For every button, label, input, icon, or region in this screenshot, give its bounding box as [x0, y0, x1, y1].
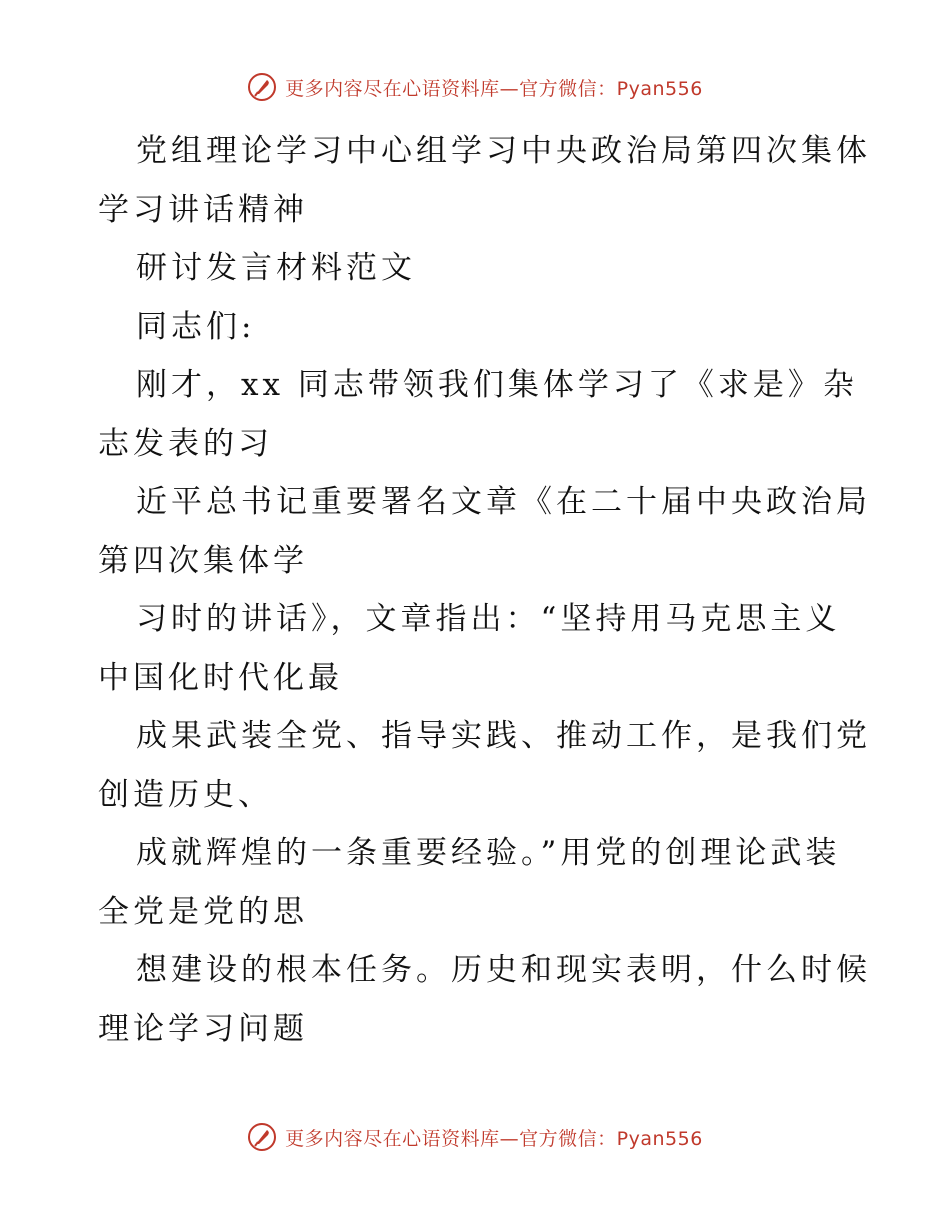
- footer-banner-text: 更多内容尽在心语资料库—官方微信：Pyan556: [285, 1127, 703, 1150]
- paragraph-line: 刚才，xx 同志带领我们集体学习了《求是》杂: [136, 367, 858, 403]
- title-line-2: 学习讲话精神: [98, 191, 308, 228]
- paragraph-line: 想建设的根本任务。历史和现实表明，什么时候: [136, 952, 871, 988]
- paragraph-line: 中国化时代化最: [98, 659, 343, 696]
- paragraph-line: 全党是党的思: [98, 893, 308, 930]
- paragraph-line: 成果武装全党、指导实践、推动工作，是我们党: [136, 718, 871, 754]
- paragraph-line: 理论学习问题: [98, 1010, 308, 1047]
- paragraph-line: 志发表的习: [98, 425, 273, 462]
- paragraph-line: 第四次集体学: [98, 542, 308, 579]
- paragraph-line: 近平总书记重要署名文章《在二十届中央政治局: [136, 484, 871, 520]
- paragraph-line: 成就辉煌的一条重要经验。”用党的创理论武装: [136, 835, 841, 871]
- title-line-1: 党组理论学习中心组学习中央政治局第四次集体: [136, 133, 871, 169]
- document-body: [98, 122, 871, 1058]
- paragraph-line: 习时的讲话》，文章指出：“坚持用马克思主义: [136, 601, 841, 637]
- paragraph-line: 创造历史、: [98, 776, 273, 813]
- feather-pen-logo-icon: [247, 1122, 277, 1152]
- header-banner: [0, 72, 950, 102]
- salutation: 同志们:: [136, 308, 256, 345]
- footer-banner: [0, 1122, 950, 1152]
- subtitle-line: 研讨发言材料范文: [136, 250, 416, 286]
- header-banner-text: 更多内容尽在心语资料库—官方微信：Pyan556: [285, 77, 703, 100]
- feather-pen-logo-icon: [247, 72, 277, 102]
